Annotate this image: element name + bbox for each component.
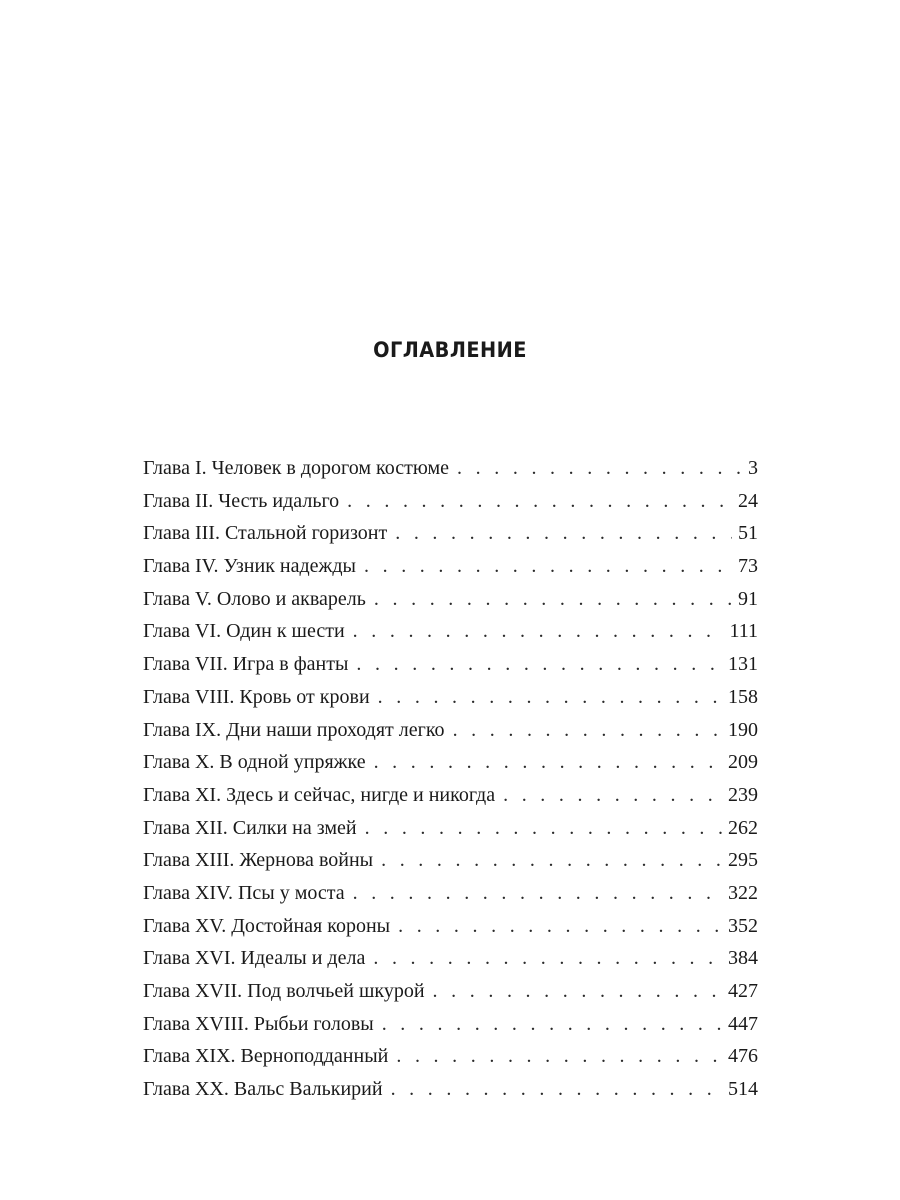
toc-entry-page-number: 476: [728, 1045, 758, 1068]
toc-entry-page-number: 209: [728, 751, 758, 774]
toc-dot-leader: [457, 452, 742, 485]
toc-entry: [143, 583, 758, 616]
toc-dot-leader: [353, 615, 724, 648]
toc-dot-leader: [453, 714, 722, 747]
toc-dot-leader: [378, 681, 722, 714]
toc-entry: [143, 681, 758, 714]
toc-entry-title: Глава XVII. Под волчьей шкурой: [143, 980, 425, 1002]
toc-entry: [143, 1008, 758, 1041]
toc-dot-leader: [396, 1040, 722, 1073]
toc-entry-title: Глава XX. Вальс Валькирий: [143, 1078, 383, 1101]
toc-dot-leader: [503, 779, 722, 812]
toc-dot-leader: [364, 550, 732, 583]
toc-dot-leader: [353, 877, 722, 910]
toc-dot-leader: [395, 517, 732, 550]
toc-entry-title: Глава X. В одной упряжке: [143, 751, 366, 774]
toc-entry-page-number: 384: [728, 947, 758, 970]
toc-dot-leader: [347, 485, 732, 518]
toc-entry: [143, 517, 758, 550]
toc-entry-page-number: 73: [738, 555, 758, 578]
toc-entry-page-number: 514: [728, 1078, 758, 1101]
toc-entry-title: Глава VII. Игра в фанты: [143, 653, 349, 676]
toc-entry-title: Глава XVIII. Рыбьи головы: [143, 1012, 374, 1035]
toc-entry-title: Глава XII. Силки на змей: [143, 816, 357, 839]
toc-dot-leader: [391, 1073, 722, 1106]
toc-dot-leader: [433, 975, 722, 1008]
toc-dot-leader: [381, 844, 722, 877]
toc-entry-title: Глава IX. Дни наши проходят легко: [143, 718, 445, 741]
toc-entry-page-number: 427: [728, 980, 758, 1002]
toc-entry-page-number: 322: [728, 881, 758, 904]
toc-dot-leader: [374, 746, 722, 779]
toc-dot-leader: [374, 583, 732, 616]
toc-entry-title: Глава XIII. Жернова войны: [143, 849, 374, 872]
toc-entry-page-number: 91: [738, 587, 758, 610]
toc-entry: [143, 812, 758, 845]
toc-entry: [143, 485, 758, 518]
toc-entry: [143, 714, 758, 747]
toc-entry-page-number: 3: [748, 457, 758, 479]
toc-entry-page-number: 131: [728, 653, 758, 676]
toc-entry: [143, 648, 758, 681]
toc-entry-title: Глава XIV. Псы у моста: [143, 881, 345, 904]
toc-dot-leader: [365, 812, 722, 845]
toc-entry-title: Глава IV. Узник надежды: [143, 555, 356, 578]
toc-dot-leader: [382, 1008, 722, 1041]
toc-entry-page-number: 190: [728, 718, 758, 741]
toc-entry-title: Глава XI. Здесь и сейчас, нигде и никогда: [143, 783, 496, 806]
toc-entry: [143, 877, 758, 910]
toc-dot-leader: [398, 910, 722, 943]
toc-entry: [143, 910, 758, 943]
toc-entry: [143, 779, 758, 812]
toc-entry-page-number: 24: [738, 489, 758, 512]
toc-entry-page-number: 158: [728, 685, 758, 708]
toc-entry-title: Глава VI. Один к шести: [143, 620, 345, 643]
toc-entry-page-number: 239: [728, 783, 758, 806]
toc-entry: [143, 844, 758, 877]
toc-heading: ОГЛАВЛЕНИЕ: [373, 338, 527, 362]
toc-entry-title: Глава V. Олово и акварель: [143, 587, 366, 610]
toc-entry-title: Глава II. Честь идальго: [143, 489, 340, 512]
toc-dot-leader: [356, 648, 722, 681]
toc-dot-leader: [373, 942, 722, 975]
toc-entry: [143, 452, 758, 485]
toc-entry: [143, 1040, 758, 1073]
toc-list: [143, 452, 758, 1106]
toc-entry-page-number: 295: [728, 849, 758, 872]
toc-entry-title: Глава XIX. Верноподданный: [143, 1045, 389, 1068]
toc-entry: [143, 746, 758, 779]
toc-entry-title: Глава III. Стальной горизонт: [143, 522, 388, 545]
toc-entry: [143, 1073, 758, 1106]
toc-entry-page-number: 262: [728, 816, 758, 839]
toc-entry-page-number: 51: [738, 522, 758, 545]
toc-entry-page-number: 447: [728, 1012, 758, 1035]
toc-entry-page-number: 111: [729, 620, 758, 643]
toc-entry-title: Глава XV. Достойная короны: [143, 914, 391, 937]
toc-entry-title: Глава I. Человек в дорогом костюме: [143, 457, 450, 479]
toc-entry-title: Глава XVI. Идеалы и дела: [143, 947, 366, 970]
toc-entry-title: Глава VIII. Кровь от крови: [143, 685, 370, 708]
toc-entry: [143, 942, 758, 975]
toc-entry-page-number: 352: [728, 914, 758, 937]
toc-entry: [143, 550, 758, 583]
toc-entry: [143, 615, 758, 648]
toc-entry: [143, 975, 758, 1008]
